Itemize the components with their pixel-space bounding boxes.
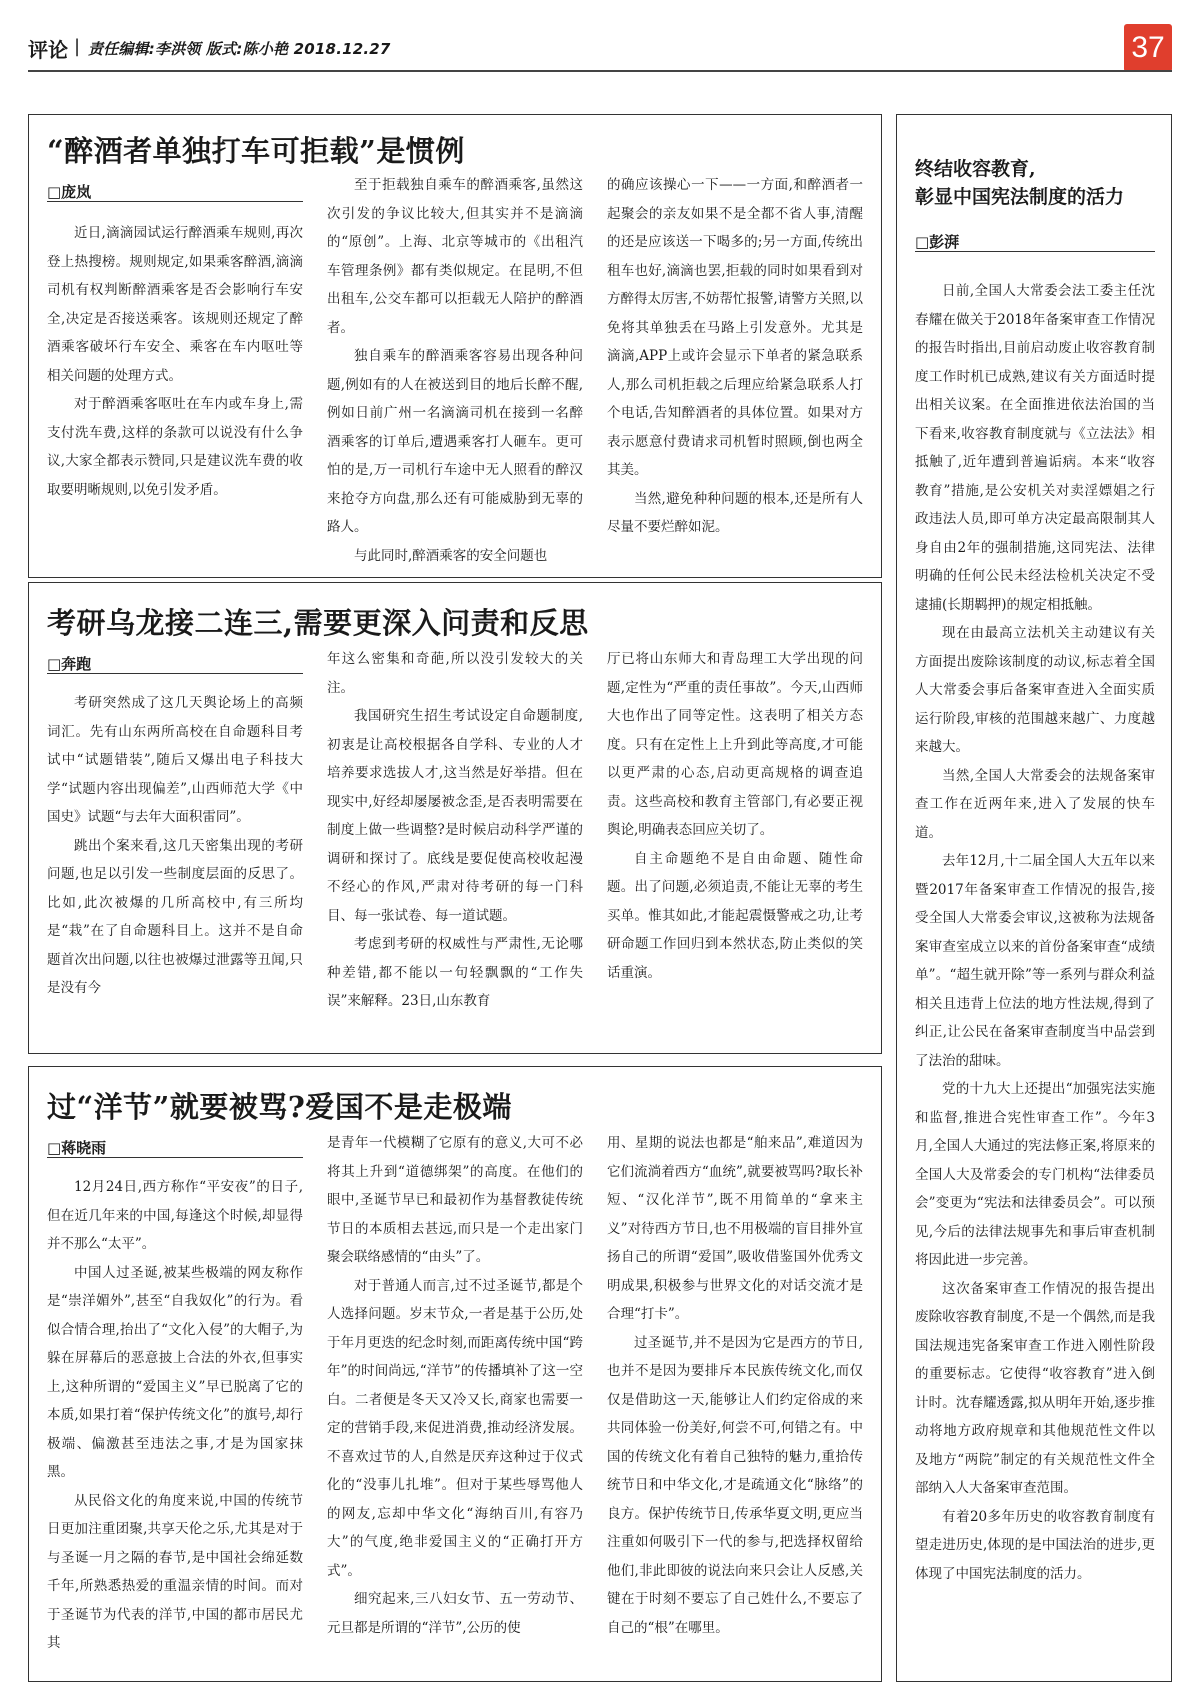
sidebar-title-line: 彰显中国宪法制度的活力 [915,186,1125,208]
article-title: 过“洋节”就要被骂?爱国不是走极端 [47,1090,512,1124]
paragraph: 过圣诞节,并不是因为它是西方的节日,也并不是因为要排斥本民族传统文化,而仅仅是借助这一天,能够让人们约定俗成的来共同体验一份美好,何尝不可,何错之有。中国的传统文化有着自己独特的魅力,重拾传统节日和中华文化,才是疏通文化“脉络”的良方。保护传统节日,传承华夏文明,更应当注重如何吸引下一代的参与,把选择权留给他们,非此即彼的说法向来只会让人反感,关键在于时刻不要忘了自己姓什么,不要忘了自己的“根”在哪里。 [607,1334,863,1636]
paragraph: 细究起来,三八妇女节、五一劳动节、元旦都是所谓的“洋节”,公历的使 [327,1591,583,1636]
paragraph: 从民俗文化的角度来说,中国的传统节日更加注重团聚,共享天伦之乐,尤其是对于与圣诞一月之隔的春节,是中国社会绵延数千年,所熟悉热爱的重温亲情的时间。而对于圣诞节为代表的洋节,中国的都市居民尤其 [47,1492,303,1651]
article-3 [28,1066,882,1682]
article-column [607,171,863,571]
article-column [47,689,303,1039]
paragraph: 对于普通人而言,过不过圣诞节,都是个人选择问题。岁末节众,一者是基于公历,处于年月更迭的纪念时刻,而距离传统中国“跨年”的时间尚远,“洋节”的传播填补了这一空白。二者便是冬天又冷又长,商家也需要一定的营销手段,来促进消费,推动经济发展。不喜欢过节的人,自然是厌弃这种过于仪式化的“没事儿扎堆”。但对于某些辱骂他人的网友,忘却中华文化“海纳百川,有容乃大”的气度,绝非爱国主义的“正确打开方式”。 [327,1277,583,1579]
sidebar-title [915,155,1155,211]
article-column [47,219,303,519]
paragraph: 考研突然成了这几天舆论场上的高频词汇。先有山东两所高校在自命题科目考试中“试题错装”,随后又爆出电子科技大学“试题内容出现偏差”,山西师范大学《中国史》试题“与去年大面积雷同”。 [47,695,303,825]
paragraph: 12月24日,西方称作“平安夜”的日子,但在近几年来的中国,每逢这个时候,却显得并不那么“太平”。 [47,1179,303,1252]
article-column [47,1173,303,1673]
header-rule [28,70,1172,72]
author-rule [915,251,1155,252]
article-1 [28,114,882,578]
paragraph: 这次备案审查工作情况的报告提出废除收容教育制度,不是一个偶然,而是我国法规违宪备案审查工作进入刚性阶段的重要标志。它使得“收容教育”进入倒计时。沈春耀透露,拟从明年开始,逐步推动将地方政府规章和其他规范性文件以及地方“两院”制定的有关规范性文件全部纳入人大备案审查范围。 [915,1280,1155,1496]
article-column [607,645,863,1045]
paragraph: 的确应该操心一下——一方面,和醉酒者一起聚会的亲友如果不是全都不省人事,清醒的还是应该送一下喝多的;另一方面,传统出租车也好,滴滴也罢,拒载的同时如果看到对方醉得太厉害,不妨帮忙报警,请警方关照,以免将其单独丢在马路上引发意外。尤其是滴滴,APP上或许会显示下单者的紧急联系人,那么司机拒载之后理应给紧急联系人打个电话,告知醉酒者的具体位置。如果对方表示愿意付费请求司机暂时照顾,倒也两全其美。 [607,177,863,478]
article-author: □奔跑 [47,655,92,673]
paragraph: 与此同时,醉酒乘客的安全问题也 [354,547,548,564]
paragraph: 自主命题绝不是自由命题、随性命题。出了问题,必须追责,不能让无辜的考生买单。惟其如此,才能起震慑警戒之功,让考研命题工作回归到本然状态,防止类似的笑话重演。 [607,850,863,981]
sidebar-article [896,114,1172,1682]
article-title: “醉酒者单独打车可拒载”是惯例 [47,134,465,168]
page-number: 37 [1124,24,1172,72]
paragraph: 年这么密集和奇葩,所以没引发较大的关注。 [327,651,583,696]
sidebar-body [915,277,1155,1673]
paragraph: 近日,滴滴园试运行醉酒乘车规则,再次登上热搜榜。规则规定,如果乘客醉酒,滴滴司机有权判断醉酒乘客是否会影响行车安全,决定是否接送乘客。该规则还规定了醉酒乘客破坏行车安全、乘客在车内呕吐等相关问题的处理方式。 [47,225,303,384]
article-author: □蒋晓雨 [47,1139,107,1157]
paragraph: 厅已将山东师大和青岛理工大学出现的问题,定性为“严重的责任事故”。今天,山西师大也作出了同等定性。这表明了相关方态度。只有在定性上上升到此等高度,才可能以更严肃的心态,启动更高规格的调查追责。这些高校和教育主管部门,有必要正视舆论,明确表态回应关切了。 [607,651,863,838]
author-rule [47,201,303,202]
author-rule [47,1157,303,1158]
paragraph: 有着20多年历史的收容教育制度有望走进历史,体现的是中国法治的进步,更体现了中国宪法制度的活力。 [915,1508,1155,1582]
author-rule [47,673,303,674]
article-column [327,645,583,1045]
header-separator: | [74,36,81,57]
paragraph: 考虑到考研的权威性与严肃性,无论哪种差错,都不能以一句轻飘飘的“工作失误”来解释。23日,山东教育 [327,936,583,1009]
paragraph: 至于拒载独自乘车的醉酒乘客,虽然这次引发的争议比较大,但其实并不是滴滴的“原创”。上海、北京等城市的《出租汽车管理条例》都有类似规定。在昆明,不但出租车,公交车都可以拒载无人陪护的醉酒者。 [327,177,583,336]
paragraph: 现在由最高立法机关主动建议有关方面提出废除该制度的动议,标志着全国人大常委会事后备案审查进入全面实质运行阶段,审核的范围越来越广、力度越来越大。 [915,625,1155,755]
paragraph: 用、星期的说法也都是“舶来品”,难道因为它们流淌着西方“血统”,就要被骂吗?取长补短、“汉化洋节”,既不用简单的“拿来主义”对待西方节日,也不用极端的盲目排外宣扬自己的所谓“爱国”,吸收借鉴国外优秀文明成果,积极参与世界文化的对话交流才是合理“打卡”。 [607,1135,863,1322]
sidebar-author: □彭湃 [915,233,960,251]
article-column [327,171,583,571]
paragraph: 对于醉酒乘客呕吐在车内或车身上,需支付洗车费,这样的条款可以说没有什么争议,大家全都表示赞同,只是建议洗车费的收取要明晰规则,以免引发矛盾。 [47,396,303,498]
section-name: 评论 [28,38,68,62]
paragraph: 当然,全国人大常委会的法规备案审查工作在近两年来,进入了发展的快车道。 [915,767,1155,841]
page-header [28,24,1172,64]
paragraph: 独自乘车的醉酒乘客容易出现各种问题,例如有的人在被送到目的地后长醉不醒,例如日前广州一名滴滴司机在接到一名醉酒乘客的订单后,遭遇乘客打人砸车。更可怕的是,万一司机行车途中无人照看的醉汉来抢夺方向盘,那么还有可能威胁到无辜的路人。 [327,348,583,535]
editor-credits: 责任编辑:李洪领 版式:陈小艳 2018.12.27 [88,40,391,58]
paragraph: 党的十九大上还提出“加强宪法实施和监督,推进合宪性审查工作”。今年3月,全国人大通过的宪法修正案,将原来的全国人大及常委会的专门机构“法律委员会”变更为“宪法和法律委员会”。可以预见,今后的法律法规事先和事后审查机制将因此进一步完善。 [915,1081,1155,1268]
paragraph: 当然,避免种种问题的根本,还是所有人尽量不要烂醉如泥。 [607,490,863,535]
article-title: 考研乌龙接二连三,需要更深入问责和反思 [47,606,589,640]
sidebar-title-line: 终结收容教育, [915,158,1036,180]
article-author: □庞岚 [47,183,92,201]
paragraph: 日前,全国人大常委会法工委主任沈春耀在做关于2018年备案审查工作情况的报告时指出,目前启动废止收容教育制度工作时机已成熟,建议有关方面适时提出相关议案。在全面推进依法治国的当下看来,收容教育制度就与《立法法》相抵触了,近年遭到普遍诟病。本来“收容教育”措施,是公安机关对卖淫嫖娼之行政违法人员,即可单方决定最高限制其人身自由2年的强制措施,这同宪法、法律明确的任何公民未经法检机关决定不受逮捕(长期羁押)的规定相抵触。 [915,283,1155,613]
paragraph: 去年12月,十二届全国人大五年以来暨2017年备案审查工作情况的报告,接受全国人大常委会审议,这被称为法规备案审查室成立以来的首份备案审查“成绩单”。“超生就开除”等一系列与群众利益相关且违背上位法的地方性法规,得到了纠正,让公民在备案审查制度当中品尝到了法治的甜味。 [915,853,1155,1069]
paragraph: 我国研究生招生考试设定自命题制度,初衷是让高校根据各自学科、专业的人才培养要求选拔人才,这当然是好举措。但在现实中,好经却屡屡被念歪,是否表明需要在制度上做一些调整?是时候启动科学严谨的调研和探讨了。底线是要促使高校收起漫不经心的作风,严肃对待考研的每一门科目、每一张试卷、每一道试题。 [327,708,583,924]
article-column [607,1129,863,1674]
paragraph: 中国人过圣诞,被某些极端的网友称作是“崇洋媚外”,甚至“自我奴化”的行为。看似合情合理,抬出了“文化入侵”的大帽子,为躲在屏幕后的恶意披上合法的外衣,但事实上,这种所谓的“爱国主义”早已脱离了它的本质,如果打着“保护传统文化”的旗号,却行极端、偏激甚至违法之事,才是为国家抹黑。 [47,1264,303,1480]
paragraph: 跳出个案来看,这几天密集出现的考研问题,也足以引发一些制度层面的反思了。比如,此次被爆的几所高校中,有三所均是“栽”在了自命题科目上。这并不是自命题首次出问题,以往也被爆过泄露等丑闻,只是没有今 [47,837,303,996]
paragraph: 是青年一代模糊了它原有的意义,大可不必将其上升到“道德绑架”的高度。在他们的眼中,圣诞节早已和最初作为基督教徒传统节日的本质相去甚远,而只是一个走出家门聚会联络感情的“由头”了。 [327,1135,583,1265]
article-2 [28,582,882,1054]
article-column [327,1129,583,1674]
